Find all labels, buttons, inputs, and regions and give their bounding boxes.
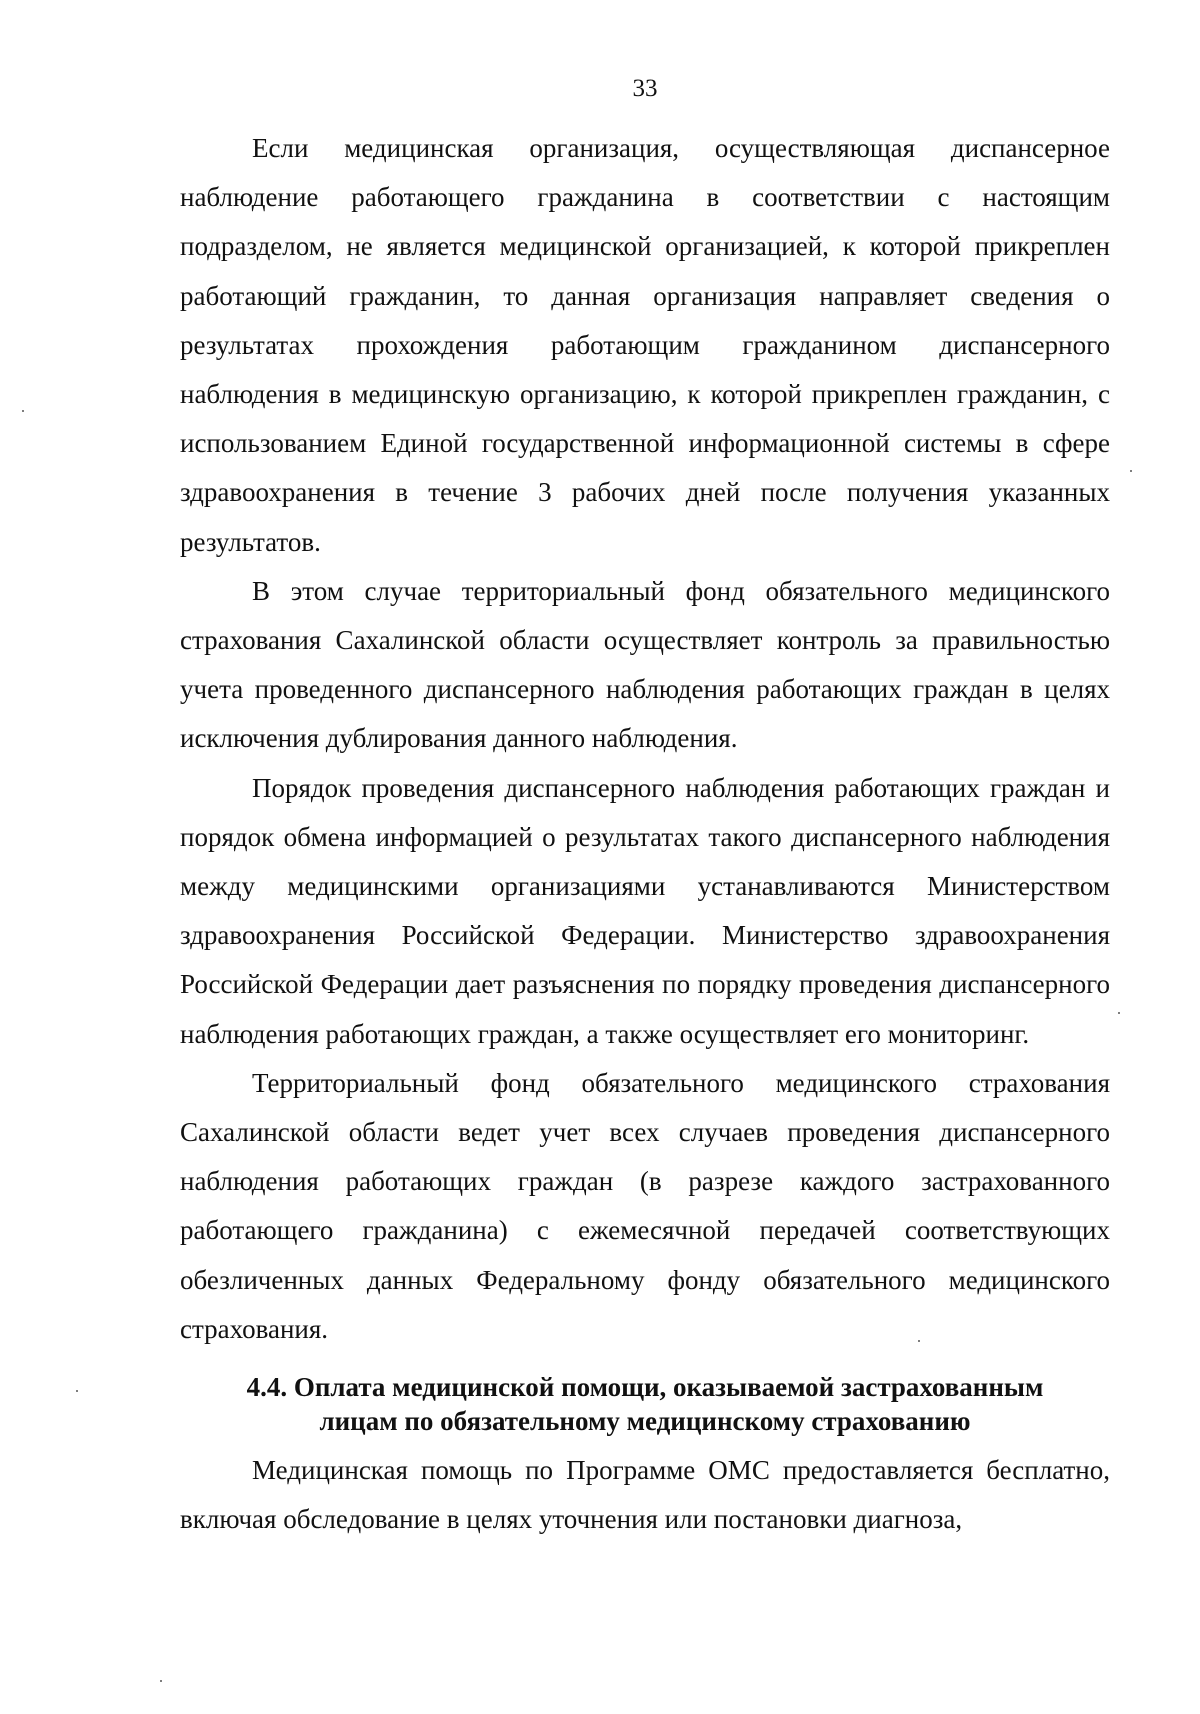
paragraph-4: Территориальный фонд обязательного медицинского страхования Сахалинской области ведет учет всех случаев проведения диспансерного наблюдения работающих граждан (в разрезе каждого застрахованного работающего гражданина) с ежемесячной передачей соответствующих обезличенных данных Федеральному фонду обязательного медицинского страхования. bbox=[180, 1067, 1110, 1344]
paragraph-3: Порядок проведения диспансерного наблюдения работающих граждан и порядок обмена информацией о результатах такого диспансерного наблюдения между медицинскими организациями устанавливаются Министерством здравоохранения Российской Федерации. Министерство здравоохранения Российской Федерации дает разъяснения по порядку проведения диспансерного наблюдения работающих граждан, а также осуществляет его мониторинг. bbox=[180, 772, 1110, 1049]
scan-speck bbox=[1118, 1012, 1120, 1014]
scan-speck bbox=[76, 1390, 78, 1392]
paragraph-2: В этом случае территориальный фонд обязательного медицинского страхования Сахалинской области осуществляет контроль за правильностью учета проведенного диспансерного наблюдения работающих граждан в целях исключения дублирования данного наблюдения. bbox=[180, 575, 1110, 754]
scan-speck bbox=[22, 410, 24, 412]
page-number: 33 bbox=[632, 75, 658, 102]
scan-speck bbox=[1130, 470, 1132, 472]
document-body bbox=[180, 124, 1110, 1544]
paragraph-1: Если медицинская организация, осуществляющая диспансерное наблюдение работающего гражданина в соответствии с настоящим подразделом, не является медицинской организацией, к которой прикреплен работающий гражданин, то данная организация направляет сведения о результатах прохождения работающим гражданином диспансерного наблюдения в медицинскую организацию, к которой прикреплен гражданин, с использованием Единой государственной информационной системы в сфере здравоохранения в течение 3 рабочих дней после получения указанных результатов. bbox=[180, 133, 1110, 557]
scan-speck bbox=[160, 1680, 162, 1682]
section-heading: 4.4. Оплата медицинской помощи, оказываемой застрахованным лицам по обязательному медицинскому страхованию bbox=[246, 1372, 1044, 1437]
paragraph-5: Медицинская помощь по Программе ОМС предоставляется бесплатно, включая обследование в целях уточнения или постановки диагноза, bbox=[180, 1455, 1110, 1535]
scan-speck bbox=[918, 1340, 920, 1342]
